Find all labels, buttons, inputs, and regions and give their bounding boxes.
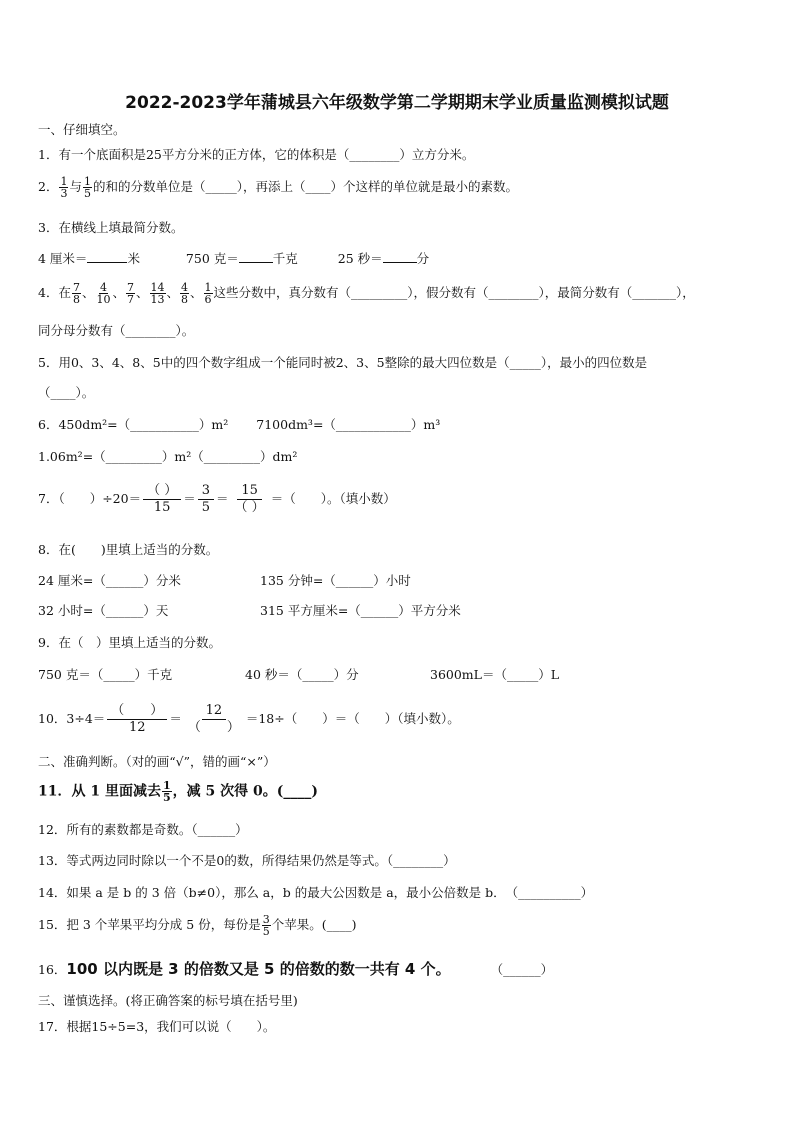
question-9-items: 750 克＝（_____）千克 40 秒＝（_____）分 3600mL＝（_____）L bbox=[38, 667, 560, 682]
question-4-continued: 同分母分数有（________）。 bbox=[38, 323, 195, 338]
question-11: 11．从 1 里面减去 $\frac{1}{5}$ ，减 5 次得 0。(____) bbox=[38, 779, 318, 804]
answer-blank[interactable] bbox=[383, 250, 417, 263]
answer-blank[interactable] bbox=[87, 250, 127, 263]
page-title: 2022-2023学年蒲城县六年级数学第二学期期末学业质量监测模拟试题 bbox=[125, 93, 669, 113]
answer-blank[interactable] bbox=[239, 250, 273, 263]
fraction: $\frac{1}{5}$ bbox=[83, 175, 91, 200]
section-3-heading: 三、谨慎选择。(将正确答案的标号填在括号里) bbox=[38, 993, 298, 1008]
question-12: 12．所有的素数都是奇数。（______） bbox=[38, 822, 248, 837]
question-14: 14．如果 a 是 b 的 3 倍（b≠0），那么 a，b 的最大公因数是 a，最小公倍数是 b． （__________） bbox=[38, 885, 594, 900]
question-7: 7．（ ）÷20＝ （ ） 15 ＝ $\frac{3}{5}$ ＝ 15 （ ） ＝（ ）。（填小数） bbox=[38, 483, 396, 515]
section-1-heading: 一、仔细填空。 bbox=[38, 122, 126, 137]
question-8: 8．在( )里填上适当的分数。 bbox=[38, 542, 219, 557]
question-6-continued: 1.06m²=（_________）m²（_________）dm² bbox=[38, 449, 298, 464]
question-9: 9．在（ ）里填上适当的分数。 bbox=[38, 635, 221, 650]
question-3-items: 4 厘米＝ 米 750 克＝ 千克 25 秒＝ 分 bbox=[38, 251, 430, 266]
question-8-row-2: 32 小时=（______）天 315 平方厘米=（______）平方分米 bbox=[38, 603, 461, 618]
section-2-heading: 二、准确判断。（对的画“√”，错的画“×”） bbox=[38, 754, 276, 769]
question-17: 17．根据15÷5=3，我们可以说（ ）。 bbox=[38, 1019, 276, 1034]
question-16: 16．100 以内既是 3 的倍数又是 5 的倍数的数一共有 4 个。 （______） bbox=[38, 960, 554, 978]
question-13: 13．等式两边同时除以一个不是0的数，所得结果仍然是等式。（________） bbox=[38, 853, 456, 868]
question-1: 1．有一个底面积是25平方分米的正方体，它的体积是（________）立方分米。 bbox=[38, 147, 475, 162]
question-8-row-1: 24 厘米=（______）分米 135 分钟=（______）小时 bbox=[38, 573, 411, 588]
question-6: 6．450dm²=（___________）m² 7100dm³=（____________）m³ bbox=[38, 417, 441, 432]
question-2: 2． $\frac{1}{3}$ 与 $\frac{1}{5}$ 的和的分数单位是（_____），再添上（____）个这样的单位就是最小的素数。 bbox=[38, 175, 518, 200]
question-15: 15．把 3 个苹果平均分成 5 份，每份是 $\frac{3}{5}$ 个苹果。(____) bbox=[38, 913, 357, 938]
question-10: 10．3÷4＝ （ ） 12 ＝ 12 （ ） ＝18÷（ ）＝（ ）（填小数）。 bbox=[38, 703, 460, 735]
question-4: 4．在 $\frac{7}{8}$ 、 $\frac{4}{10}$ 、 $\frac{7}{7}$ 、 $\frac{14}{13}$ 、 $\frac{4}{8}$ 、 $\frac{1}{6}$ 这些分数中，真分数有（_________），假分数有（________），最简分数有（_______）， bbox=[38, 281, 695, 306]
question-3: 3．在横线上填最简分数。 bbox=[38, 220, 184, 235]
question-5: 5．用0、3、4、8、5中的四个数字组成一个能同时被2、3、5整除的最大四位数是（_____），最小的四位数是 bbox=[38, 355, 648, 370]
question-5-continued: （____）。 bbox=[38, 385, 95, 400]
fraction: $\frac{1}{3}$ bbox=[60, 175, 68, 200]
